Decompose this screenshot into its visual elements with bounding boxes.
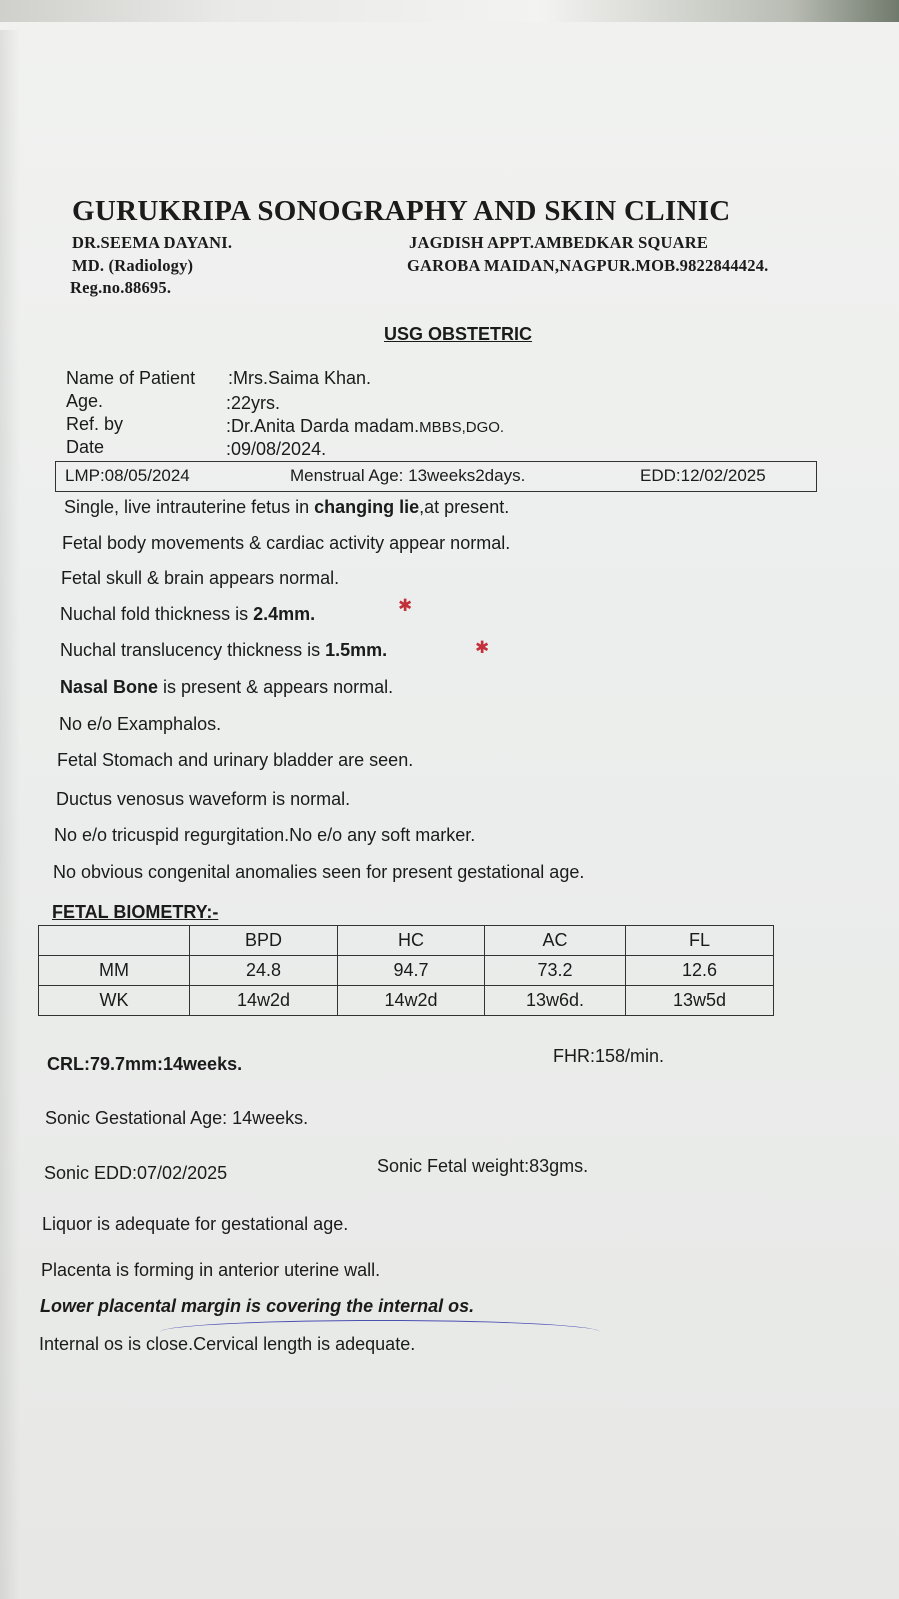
finding-text: Nuchal fold thickness is bbox=[60, 604, 254, 624]
clinic-name: GURUKRIPA SONOGRAPHY AND SKIN CLINIC bbox=[72, 195, 731, 227]
table-header-cell: BPD bbox=[190, 926, 338, 956]
table-cell: 13w6d. bbox=[485, 986, 626, 1016]
conclusion-placental-margin: Lower placental margin is covering the internal os. bbox=[40, 1296, 475, 1316]
table-cell: 14w2d bbox=[190, 986, 338, 1016]
ink-mark-icon: ✱ bbox=[475, 638, 490, 657]
finding-nuchal-fold bbox=[60, 604, 315, 625]
finding-fetus-lie bbox=[64, 497, 509, 518]
finding-movements: Fetal body movements & cardiac activity appear normal. bbox=[62, 533, 511, 553]
lmp-date: LMP:08/05/2024 bbox=[65, 466, 190, 485]
report-date-value: :09/08/2024. bbox=[226, 439, 327, 459]
table-cell: 94.7 bbox=[338, 956, 485, 986]
clinic-address-line1: JAGDISH APPT.AMBEDKAR SQUARE bbox=[409, 233, 709, 252]
doctor-name: DR.SEEMA DAYANI. bbox=[72, 233, 233, 252]
table-cell: 14w2d bbox=[338, 986, 485, 1016]
patient-name-value: :Mrs.Saima Khan. bbox=[228, 368, 372, 388]
finding-text: Nuchal translucency thickness is bbox=[60, 640, 326, 660]
finding-examphalos: No e/o Examphalos. bbox=[59, 714, 222, 734]
menstrual-age: Menstrual Age: 13weeks2days. bbox=[290, 466, 526, 485]
table-cell: 12.6 bbox=[626, 956, 774, 986]
table-row bbox=[39, 986, 774, 1016]
doctor-qualification: MD. (Radiology) bbox=[72, 256, 194, 275]
table-header-row bbox=[39, 926, 774, 956]
sonic-edd: Sonic EDD:07/02/2025 bbox=[44, 1163, 228, 1183]
referred-doctor-degree: MBBS,DGO. bbox=[419, 419, 505, 436]
conclusion-placenta: Placenta is forming in anterior uterine wall. bbox=[41, 1260, 381, 1280]
referred-doctor: :Dr.Anita Darda madam. bbox=[226, 416, 420, 436]
table-cell: 73.2 bbox=[485, 956, 626, 986]
biometry-title: FETAL BIOMETRY:- bbox=[52, 902, 219, 922]
conclusion-internal-os: Internal os is close.Cervical length is adequate. bbox=[39, 1334, 416, 1354]
sonic-gestational-age: Sonic Gestational Age: 14weeks. bbox=[45, 1108, 309, 1128]
registration-number: Reg.no.88695. bbox=[70, 278, 172, 297]
report-date-label: Date bbox=[66, 437, 105, 457]
table-header-cell: FL bbox=[626, 926, 774, 956]
table-cell: WK bbox=[39, 986, 190, 1016]
finding-anomalies: No obvious congenital anomalies seen for present gestational age. bbox=[53, 862, 585, 882]
table-header-cell bbox=[39, 926, 190, 956]
finding-tricuspid: No e/o tricuspid regurgitation.No e/o any soft marker. bbox=[54, 825, 476, 845]
dates-box bbox=[55, 461, 817, 492]
finding-nasal-bone bbox=[60, 677, 393, 698]
finding-stomach-bladder: Fetal Stomach and urinary bladder are seen. bbox=[57, 750, 414, 770]
patient-age-label: Age. bbox=[66, 391, 104, 411]
conclusion-liquor: Liquor is adequate for gestational age. bbox=[42, 1214, 349, 1234]
table-header-cell: AC bbox=[485, 926, 626, 956]
table-cell: 13w5d bbox=[626, 986, 774, 1016]
finding-skull-brain: Fetal skull & brain appears normal. bbox=[61, 568, 340, 588]
biometry-table bbox=[38, 925, 774, 1016]
table-header-cell: HC bbox=[338, 926, 485, 956]
finding-ductus-venosus: Ductus venosus waveform is normal. bbox=[56, 789, 351, 809]
edd-date: EDD:12/02/2025 bbox=[640, 466, 766, 485]
patient-age-value: :22yrs. bbox=[226, 393, 281, 413]
sonic-fetal-weight: Sonic Fetal weight:83gms. bbox=[377, 1156, 589, 1176]
finding-text: is present & appears normal. bbox=[158, 677, 394, 697]
finding-nuchal-translucency bbox=[60, 640, 387, 661]
finding-text: Single, live intrauterine fetus in bbox=[64, 497, 315, 517]
finding-text: ,at present. bbox=[419, 497, 510, 517]
table-row bbox=[39, 956, 774, 986]
finding-emphasis: changing lie bbox=[314, 497, 420, 517]
referred-by-value bbox=[226, 416, 504, 437]
clinic-address-line2: GAROBA MAIDAN,NAGPUR.MOB.9822844424. bbox=[407, 256, 769, 275]
paper-shadow bbox=[0, 30, 20, 1599]
crl-value: CRL:79.7mm:14weeks. bbox=[47, 1054, 243, 1074]
patient-name-label: Name of Patient bbox=[66, 368, 196, 388]
ink-mark-icon: ✱ bbox=[398, 596, 413, 615]
finding-emphasis: 2.4mm. bbox=[253, 604, 316, 624]
finding-emphasis: Nasal Bone bbox=[60, 677, 159, 697]
table-cell: MM bbox=[39, 956, 190, 986]
fhr-value: FHR:158/min. bbox=[553, 1046, 665, 1066]
table-cell: 24.8 bbox=[190, 956, 338, 986]
report-title: USG OBSTETRIC bbox=[384, 324, 533, 344]
finding-emphasis: 1.5mm. bbox=[325, 640, 388, 660]
referred-by-label: Ref. by bbox=[66, 414, 124, 434]
